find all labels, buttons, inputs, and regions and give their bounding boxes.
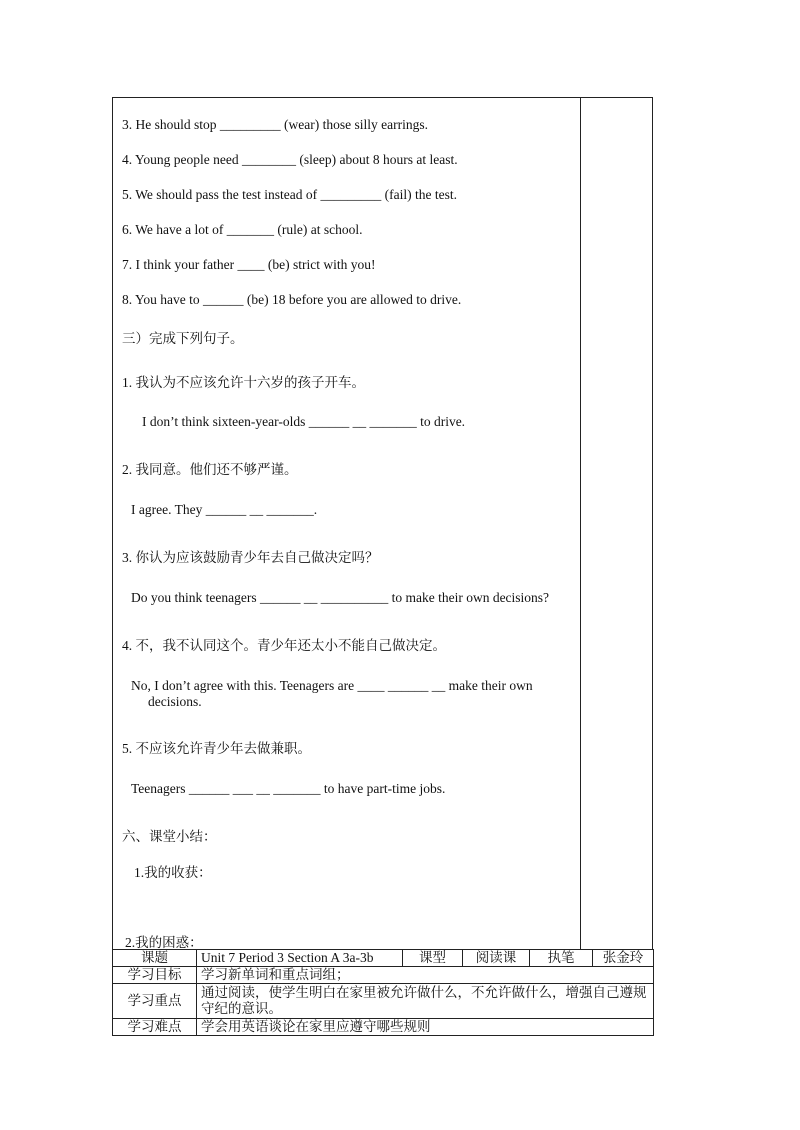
- summary-heading: 六、课堂小结：: [122, 829, 217, 844]
- translation-item-4-chinese: 4. 不，我不认同这个。青少年还太小不能自己做决定。: [122, 638, 446, 653]
- focus-value: 通过阅读，使学生明白在家里被允许做什么，不允许做什么，增强自己遵规守纪的意识。: [197, 984, 654, 1019]
- exercise-item-8: 8. You have to ______ (be) 18 before you are allowed to drive.: [122, 292, 462, 307]
- translation-item-2-english: I agree. They ______ __ _______.: [131, 502, 318, 517]
- topic-value: Unit 7 Period 3 Section A 3a-3b: [197, 950, 403, 967]
- focus-label: 学习重点: [113, 984, 197, 1019]
- column-divider: [580, 98, 581, 949]
- exercise-item-7: 7. I think your father ____ (be) strict with you!: [122, 257, 376, 272]
- exercise-item-5: 5. We should pass the test instead of _________ (fail) the test.: [122, 187, 457, 202]
- goal-label: 学习目标: [113, 967, 197, 984]
- difficulty-value: 学会用英语谈论在家里应遵守哪些规则: [197, 1019, 654, 1036]
- translation-item-1-chinese: 1. 我认为不应该允许十六岁的孩子开车。: [122, 375, 365, 390]
- author-label: 执笔: [530, 950, 593, 967]
- exercise-item-6: 6. We have a lot of _______ (rule) at school.: [122, 222, 363, 237]
- lesson-type-label: 课型: [403, 950, 463, 967]
- section-heading-complete-sentences: 三）完成下列句子。: [122, 331, 244, 346]
- exercise-item-4: 4. Young people need ________ (sleep) about 8 hours at least.: [122, 152, 458, 167]
- table-row-difficulty: [113, 1019, 654, 1036]
- table-row-goal: [113, 967, 654, 984]
- lesson-type-value: 阅读课: [463, 950, 530, 967]
- translation-item-5-english: Teenagers ______ ___ __ _______ to have part-time jobs.: [131, 781, 446, 796]
- topic-label: 课题: [113, 950, 197, 967]
- goal-value: 学习新单词和重点词组；: [197, 967, 654, 984]
- table-row-topic: [113, 950, 654, 967]
- difficulty-label: 学习难点: [113, 1019, 197, 1036]
- translation-item-4-english-text: No, I don’t agree with this. Teenagers are ____ ______ __ make their own decisions.: [131, 678, 533, 709]
- translation-item-5-chinese: 5. 不应该允许青少年去做兼职。: [122, 741, 311, 756]
- translation-item-2-chinese: 2. 我同意。他们还不够严谨。: [122, 462, 298, 477]
- author-value: 张金玲: [593, 950, 654, 967]
- translation-item-3-chinese: 3. 你认为应该鼓励青少年去自己做决定吗？: [122, 550, 379, 565]
- lesson-info-table: [112, 949, 654, 1036]
- translation-item-3-english: Do you think teenagers ______ __ __________ to make their own decisions?: [131, 590, 550, 605]
- summary-confusions-label: 2.我的困惑：: [125, 935, 203, 950]
- exercise-item-3: 3. He should stop _________ (wear) those silly earrings.: [122, 117, 428, 132]
- translation-item-4-english: [131, 678, 571, 710]
- summary-gains-label: 1.我的收获：: [134, 865, 212, 880]
- table-row-focus: [113, 984, 654, 1019]
- translation-item-1-english: I don’t think sixteen-year-olds ______ __ _______ to drive.: [142, 414, 466, 429]
